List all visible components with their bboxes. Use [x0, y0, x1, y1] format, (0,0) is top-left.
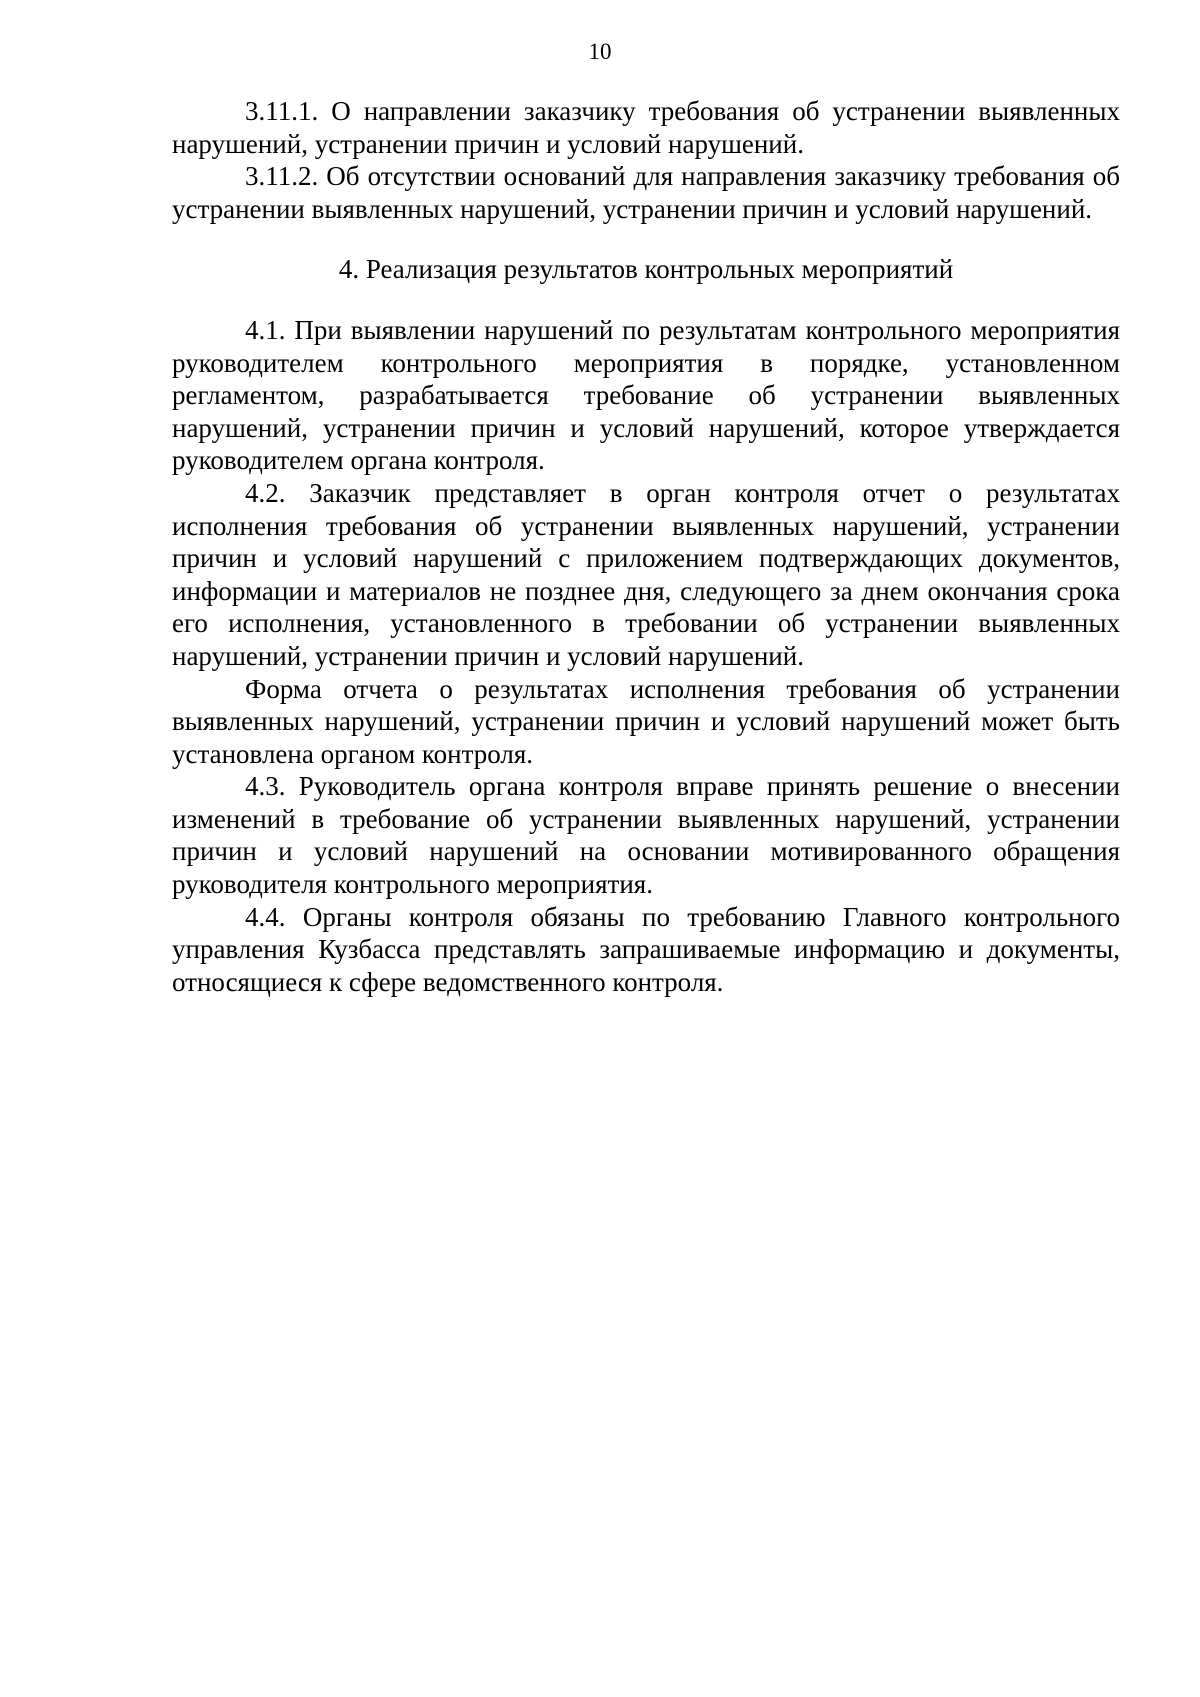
document-body: [172, 95, 1120, 998]
section-heading: 4. Реализация результатов контрольных мероприятий: [338, 254, 954, 285]
page-number: 10: [588, 39, 612, 64]
clause-3-11-2: 3.11.2. Об отсутствии оснований для направления заказчику требования об устранении выявленных нарушений, устранении причин и условий нарушений.: [172, 161, 1120, 224]
clause-4-3: 4.3. Руководитель органа контроля вправе принять решение о внесении изменений в требование об устранении выявленных нарушений, устранении причин и условий нарушений на основании мотивированного обращения руководителя контрольного мероприятия.: [172, 771, 1120, 900]
clause-4-4: 4.4. Органы контроля обязаны по требованию Главного контрольного управления Кузбасса представлять запрашиваемые информацию и документы, относящиеся к сфере ведомственного контроля.: [172, 901, 1120, 997]
clause-4-2: 4.2. Заказчик представляет в орган контроля отчет о результатах исполнения требования об устранении выявленных нарушений, устранении причин и условий нарушений с приложением подтверждающих документов, информации и материалов не позднее дня, следующего за днем окончания срока его исполнения, установленного в требовании об устранении выявленных нарушений, устранении причин и условий нарушений.: [172, 477, 1120, 671]
report-form-paragraph: Форма отчета о результатах исполнения требования об устранении выявленных нарушений, устранении причин и условий нарушений может быть установлена органом контроля.: [172, 673, 1120, 769]
clause-3-11-1: 3.11.1. О направлении заказчику требования об устранении выявленных нарушений, устранении причин и условий нарушений.: [172, 96, 1120, 159]
clause-4-1: 4.1. При выявлении нарушений по результатам контрольного мероприятия руководителем контрольного мероприятия в порядке, установленном регламентом, разрабатывается требование об устранении выявленных нарушений, устранении причин и условий нарушений, которое утверждается руководителем органа контроля.: [172, 314, 1120, 476]
